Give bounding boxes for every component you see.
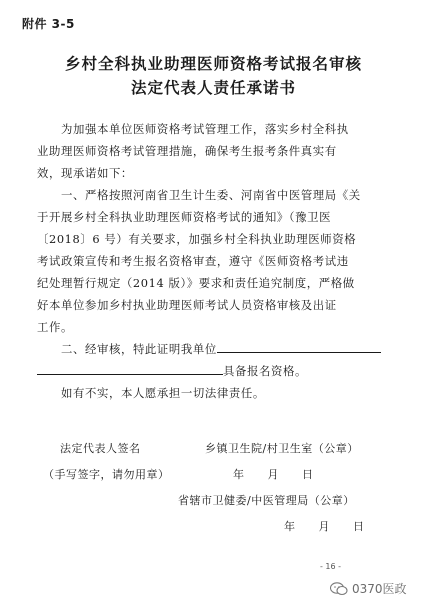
watermark-text: 0370医政 (352, 582, 407, 596)
item1-line: 考试政策宣传和考生报名资格审查，遵守《医师资格考试违 (37, 254, 349, 268)
item1-line: 工作。 (37, 320, 73, 334)
item1-line: 〔2018〕6 号）有关要求，加强乡村全科执业助理医师资格 (37, 232, 357, 246)
unit-name-blank (217, 338, 381, 353)
intro-line: 为加强本单位医师资格考试管理工作，落实乡村全科执 (61, 122, 349, 136)
item2-prefix: 二、经审核，特此证明我单位 (61, 342, 217, 356)
document-title-line2: 法定代表人责任承诺书 (130, 79, 296, 97)
item2-line-2 (37, 360, 391, 382)
province-seal-label: 省辖市卫健委/中医管理局（公章） (178, 494, 355, 507)
document-body (37, 118, 391, 404)
watermark (330, 580, 407, 597)
item2-suffix: 具备报名资格。 (223, 364, 307, 378)
page-number: - 16 - (320, 562, 342, 571)
intro-line: 效，现承诺如下： (37, 166, 133, 180)
township-date: 年 月 日 (233, 468, 314, 481)
item1-line: 一、严格按照河南省卫生计生委、河南省中医管理局《关 (61, 188, 361, 202)
legal-rep-signature-label: 法定代表人签名 (60, 442, 141, 455)
attachment-label: 附件 3-5 (22, 17, 75, 31)
item1-line: 于开展乡村全科执业助理医师资格考试的通知》（豫卫医 (37, 210, 332, 224)
closing-line: 如有不实，本人愿承担一切法律责任。 (61, 386, 265, 400)
item1-line: 纪处理暂行规定（2014 版）》要求和责任追究制度，严格做 (37, 276, 355, 290)
item2-line (37, 338, 391, 360)
province-date: 年 月 日 (284, 520, 365, 533)
township-seal-label: 乡镇卫生院/村卫生室（公章） (205, 442, 359, 455)
intro-line: 业助理医师资格考试管理措施，确保考生报考条件真实有 (37, 144, 337, 158)
wechat-icon (330, 582, 348, 596)
item1-line: 好本单位参加乡村执业助理医师考试人员资格审核及出证 (37, 298, 337, 312)
document-title-line1: 乡村全科执业助理医师资格考试报名审核 (64, 55, 362, 73)
unit-name-blank-2 (37, 360, 223, 375)
legal-rep-signature-note: （手写签字，请勿用章） (43, 468, 170, 481)
